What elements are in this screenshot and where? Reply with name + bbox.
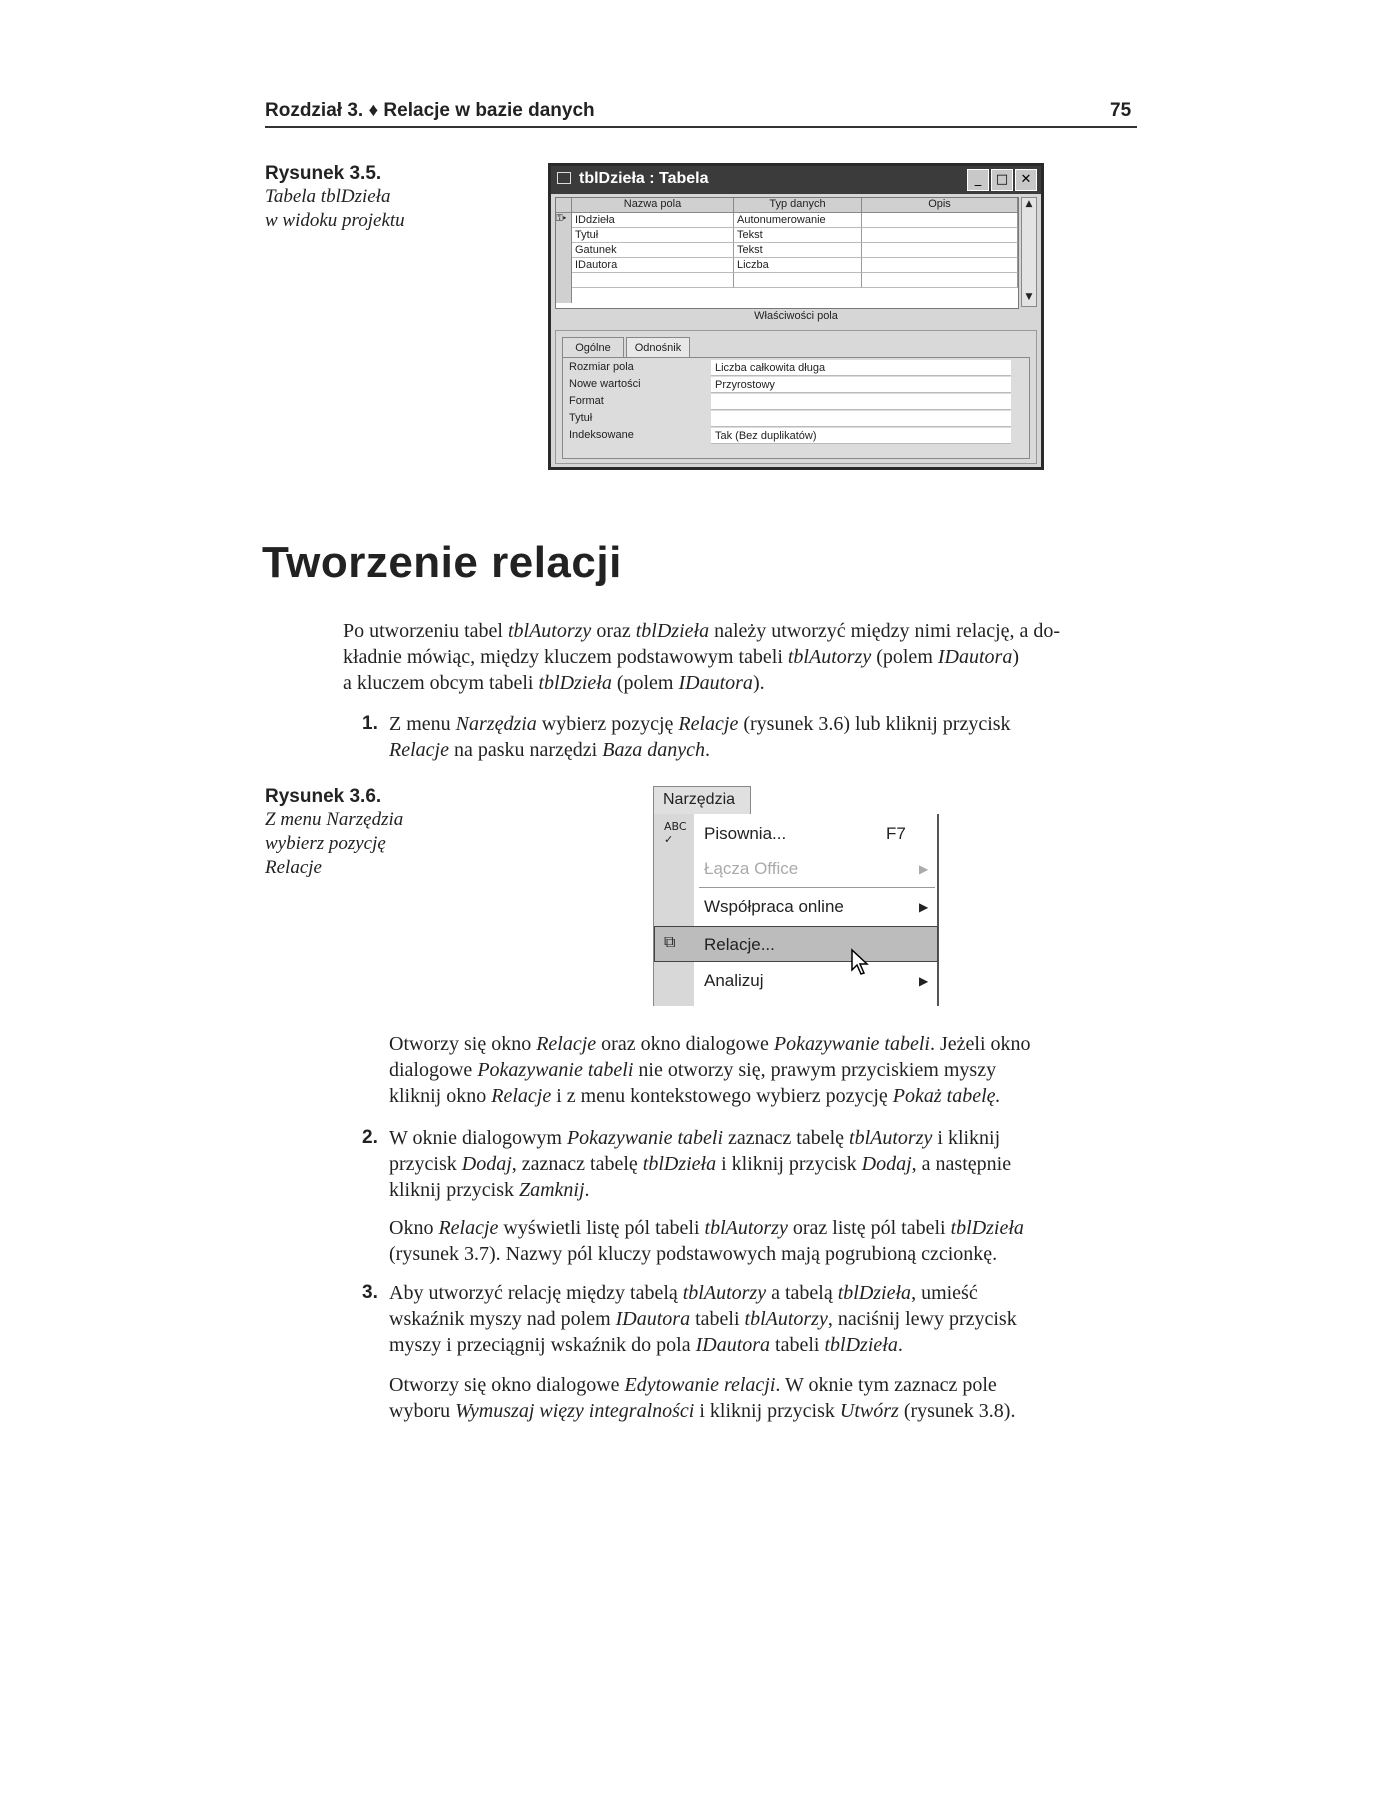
intro-paragraph <box>343 618 1143 696</box>
text-run: IDautora <box>678 672 753 694</box>
text-run: na pasku narzędzi <box>448 739 603 761</box>
step-number: 2. <box>362 1127 378 1148</box>
text-run: tblAutorzy <box>849 1127 933 1149</box>
text-run: Po utworzeniu tabel <box>343 620 508 642</box>
text-run: (polem <box>611 672 679 694</box>
step-3-note <box>389 1372 1149 1424</box>
text-run: IDautora <box>937 646 1013 668</box>
text-run: tabeli <box>770 1334 825 1356</box>
text-line <box>389 1398 1149 1424</box>
text-run: IDautora <box>695 1334 771 1356</box>
close-icon[interactable]: ✕ <box>1015 169 1037 191</box>
text-line: (rysunek 3.7). Nazwy pól kluczy podstawowych mają pogrubioną czcionkę. <box>389 1243 998 1265</box>
text-run: i kliknij przycisk <box>716 1153 862 1175</box>
text-run: Otworzy się okno <box>389 1033 537 1055</box>
text-run: . <box>705 739 710 761</box>
text-run: oraz <box>591 620 636 642</box>
text-run: Relacje <box>389 739 449 761</box>
text-line <box>389 1280 1149 1306</box>
property-value[interactable]: Przyrostowy <box>711 377 1011 393</box>
text-line <box>343 618 1143 644</box>
text-run: Pokazywanie tabeli <box>773 1033 930 1055</box>
text-run: zaznacz tabelę <box>723 1127 850 1149</box>
text-run: i z menu kontekstowego wybierz pozycję <box>551 1085 893 1107</box>
running-header: Rozdział 3. ♦ Relacje w bazie danych <box>265 100 595 121</box>
text-run: kładnie mówiąc, między kluczem podstawowym tabeli <box>343 646 788 668</box>
text-line <box>389 1151 1149 1177</box>
text-run: . W oknie tym zaznacz pole <box>775 1374 997 1396</box>
text-run: Dodaj <box>461 1153 512 1175</box>
text-run: , naciśnij lewy przycisk <box>827 1308 1017 1330</box>
text-run: Okno <box>389 1217 439 1239</box>
text-line <box>389 737 1149 763</box>
maximize-icon[interactable]: □ <box>991 169 1013 191</box>
column-header: Opis <box>862 198 1018 213</box>
row-selector[interactable] <box>556 288 572 303</box>
text-run: IDautora <box>615 1308 691 1330</box>
text-run: Pokaż tabelę. <box>892 1085 1001 1107</box>
property-label: Nowe wartości <box>569 378 641 390</box>
text-line <box>389 1083 1149 1109</box>
description-cell[interactable] <box>862 228 1018 243</box>
row-selector[interactable] <box>556 273 572 288</box>
step-3-text <box>389 1280 1149 1358</box>
text-run: tblDzieła <box>837 1282 912 1304</box>
menu-title-tools[interactable]: Narzędzia <box>653 786 751 814</box>
text-run: Relacje <box>491 1085 552 1107</box>
field-name-cell[interactable]: IDdzieła <box>572 213 734 228</box>
relationships-icon: ⧉ <box>664 932 676 951</box>
text-run: wyświetli listę pól tabeli <box>498 1217 705 1239</box>
menu-separator <box>699 887 935 888</box>
submenu-arrow-icon: ▶ <box>919 974 929 988</box>
text-run: kliknij przycisk <box>389 1179 519 1201</box>
figure-36-caption-line: Relacje <box>265 857 322 878</box>
field-name-cell[interactable]: Tytuł <box>572 228 734 243</box>
text-run: Dodaj <box>861 1153 912 1175</box>
text-line <box>389 1031 1149 1057</box>
text-line <box>389 1372 1149 1398</box>
vertical-scrollbar[interactable] <box>1021 197 1037 307</box>
figure-36-caption-line: Z menu Narzędzia <box>265 809 404 830</box>
shortcut-label: F7 <box>886 824 906 843</box>
property-value[interactable] <box>711 411 1011 427</box>
text-run: Relacje <box>536 1033 597 1055</box>
text-run: oraz okno dialogowe <box>596 1033 774 1055</box>
figure-35-caption-title: Rysunek 3.5. <box>265 163 382 184</box>
text-run: , zaznacz tabelę <box>511 1153 643 1175</box>
window-title: tblDzieła : Tabela <box>579 170 709 187</box>
table-icon <box>557 172 571 184</box>
text-run: tblAutorzy <box>704 1217 788 1239</box>
text-run: Relacje <box>678 713 739 735</box>
step-number: 1. <box>362 713 378 734</box>
text-run: tblAutorzy <box>744 1308 828 1330</box>
key-icon[interactable]: ⚿▸ <box>556 213 572 228</box>
page-number: 75 <box>1110 100 1132 121</box>
text-run: wyboru <box>389 1400 456 1422</box>
tab-general[interactable]: Ogólne <box>562 337 624 357</box>
step-2-note <box>389 1215 1149 1267</box>
text-line <box>389 1125 1149 1151</box>
paragraph-after-figure <box>389 1031 1149 1109</box>
text-run: tblAutorzy <box>682 1282 767 1304</box>
description-cell[interactable] <box>862 213 1018 228</box>
text-run: (rysunek 3.6) lub kliknij przycisk <box>738 713 1011 735</box>
property-label: Rozmiar pola <box>569 361 634 373</box>
window-titlebar[interactable] <box>551 166 1041 194</box>
text-run: a kluczem obcym tabeli <box>343 672 539 694</box>
property-value[interactable] <box>711 394 1011 410</box>
text-run: Pokazywanie tabeli <box>566 1127 724 1149</box>
text-run: Zamknij <box>518 1179 585 1201</box>
description-cell[interactable] <box>862 243 1018 258</box>
text-run: a tabelą <box>766 1282 838 1304</box>
text-run: tabeli <box>690 1308 745 1330</box>
text-run: Wymuszaj więzy integralności <box>455 1400 695 1422</box>
text-run: . Jeżeli okno <box>929 1033 1031 1055</box>
text-run: Relacje <box>438 1217 499 1239</box>
section-heading: Tworzenie relacji <box>262 538 622 587</box>
properties-list <box>562 357 1030 459</box>
mouse-cursor-icon <box>850 948 872 978</box>
data-type-cell[interactable] <box>734 273 862 288</box>
row-selector[interactable] <box>556 243 572 258</box>
text-line <box>389 711 1149 737</box>
data-type-cell[interactable]: Liczba <box>734 258 862 273</box>
menu-item-relationships[interactable]: Relacje... <box>704 935 775 954</box>
text-run: Otworzy się okno dialogowe <box>389 1374 625 1396</box>
text-line <box>389 1177 1149 1203</box>
table-design-window <box>548 163 1044 470</box>
text-run: myszy i przeciągnij wskaźnik do pola <box>389 1334 696 1356</box>
text-run: tblDzieła <box>642 1153 717 1175</box>
row-selector[interactable] <box>556 228 572 243</box>
row-selector[interactable] <box>556 258 572 273</box>
text-run: tblAutorzy <box>787 646 872 668</box>
text-run: W oknie dialogowym <box>389 1127 567 1149</box>
text-run: (polem <box>871 646 938 668</box>
text-line <box>389 1306 1149 1332</box>
column-header: Nazwa pola <box>572 198 734 213</box>
field-properties-label: Właściwości pola <box>754 310 838 322</box>
text-run: . <box>584 1179 590 1201</box>
figure-36-caption-line: wybierz pozycję <box>265 833 386 854</box>
text-line <box>389 1057 1149 1083</box>
figure-35-caption <box>265 163 455 233</box>
text-run: tblDzieła <box>635 620 710 642</box>
text-run: ). <box>752 672 765 694</box>
property-value[interactable]: Liczba całkowita długa <box>711 360 1011 376</box>
submenu-arrow-icon: ▶ <box>919 900 929 914</box>
text-run: ) <box>1012 646 1019 668</box>
text-run: tblDzieła <box>950 1217 1024 1239</box>
step-number: 3. <box>362 1282 378 1303</box>
text-line <box>343 670 1143 696</box>
property-value[interactable]: Tak (Bez duplikatów) <box>711 428 1011 444</box>
text-line <box>343 644 1143 670</box>
figure-35-caption-line: Tabela tblDzieła <box>265 186 391 207</box>
figure-36-caption-title: Rysunek 3.6. <box>265 786 382 807</box>
text-run: tblDzieła <box>824 1334 898 1356</box>
menu-item-highlight <box>654 926 938 962</box>
property-label: Tytuł <box>569 412 593 424</box>
text-run: (rysunek 3.8). <box>898 1400 1016 1422</box>
text-run: Z menu <box>389 713 456 735</box>
text-run: . <box>897 1334 903 1356</box>
text-run: kliknij okno <box>389 1085 492 1107</box>
text-run: wybierz pozycję <box>536 713 679 735</box>
menu-item-analyze[interactable]: Analizuj <box>704 971 764 990</box>
field-name-cell[interactable] <box>572 273 734 288</box>
text-run: dialogowe <box>389 1059 478 1081</box>
spellcheck-icon: ABC ✓ <box>664 820 687 846</box>
scroll-down-icon[interactable]: ▼ <box>1025 292 1033 302</box>
tools-menu <box>653 786 939 1006</box>
property-label: Indeksowane <box>569 429 634 441</box>
text-run: Edytowanie relacji <box>624 1374 776 1396</box>
column-header: Typ danych <box>734 198 862 213</box>
field-name-cell[interactable]: Gatunek <box>572 243 734 258</box>
menu-item-online-collaboration[interactable]: Współpraca online <box>704 897 844 916</box>
text-run: przycisk <box>389 1153 462 1175</box>
text-run: , a następnie <box>911 1153 1012 1175</box>
text-run: i kliknij <box>932 1127 1001 1149</box>
data-type-cell[interactable]: Autonumerowanie <box>734 213 862 228</box>
menu-item-spelling[interactable]: Pisownia... <box>704 824 787 843</box>
property-label: Format <box>569 395 604 407</box>
text-run: Aby utworzyć relację między tabelą <box>389 1282 683 1304</box>
description-cell[interactable] <box>862 258 1018 273</box>
submenu-arrow-icon: ▶ <box>919 862 929 876</box>
figure-36-caption <box>265 786 455 880</box>
figure-35-caption-line: w widoku projektu <box>265 210 405 231</box>
field-grid <box>555 197 1019 309</box>
text-run: oraz listę pól tabeli <box>787 1217 951 1239</box>
tab-lookup[interactable]: Odnośnik <box>626 337 690 357</box>
text-run: wskaźnik myszy nad polem <box>389 1308 616 1330</box>
text-run: nie otworzy się, prawym przyciskiem myszy <box>633 1059 997 1081</box>
header-rule <box>265 126 1137 128</box>
text-run: i kliknij przycisk <box>694 1400 840 1422</box>
text-run: Narzędzia <box>455 713 537 735</box>
menu-item-office-links[interactable]: Łącza Office <box>704 859 799 878</box>
text-run: Pokazywanie tabeli <box>477 1059 634 1081</box>
field-properties-panel <box>555 330 1037 464</box>
text-run: Utwórz <box>839 1400 899 1422</box>
step-2-text <box>389 1125 1149 1203</box>
text-line <box>389 1215 1149 1241</box>
text-run: tblDzieła <box>538 672 612 694</box>
description-cell[interactable] <box>862 273 1018 288</box>
step-1-text <box>389 711 1149 763</box>
data-type-cell[interactable]: Tekst <box>734 228 862 243</box>
text-line <box>389 1332 1149 1358</box>
text-run: tblAutorzy <box>507 620 592 642</box>
text-run: , umieść <box>911 1282 978 1304</box>
text-run: Baza danych <box>602 739 705 761</box>
data-type-cell[interactable]: Tekst <box>734 243 862 258</box>
minimize-icon[interactable]: _ <box>967 169 989 191</box>
text-run: należy utworzyć między nimi relację, a do- <box>709 620 1061 642</box>
grid-corner <box>556 198 572 213</box>
field-name-cell[interactable]: IDautora <box>572 258 734 273</box>
scroll-up-icon[interactable]: ▲ <box>1025 199 1033 209</box>
menu-dropdown <box>653 814 939 1006</box>
